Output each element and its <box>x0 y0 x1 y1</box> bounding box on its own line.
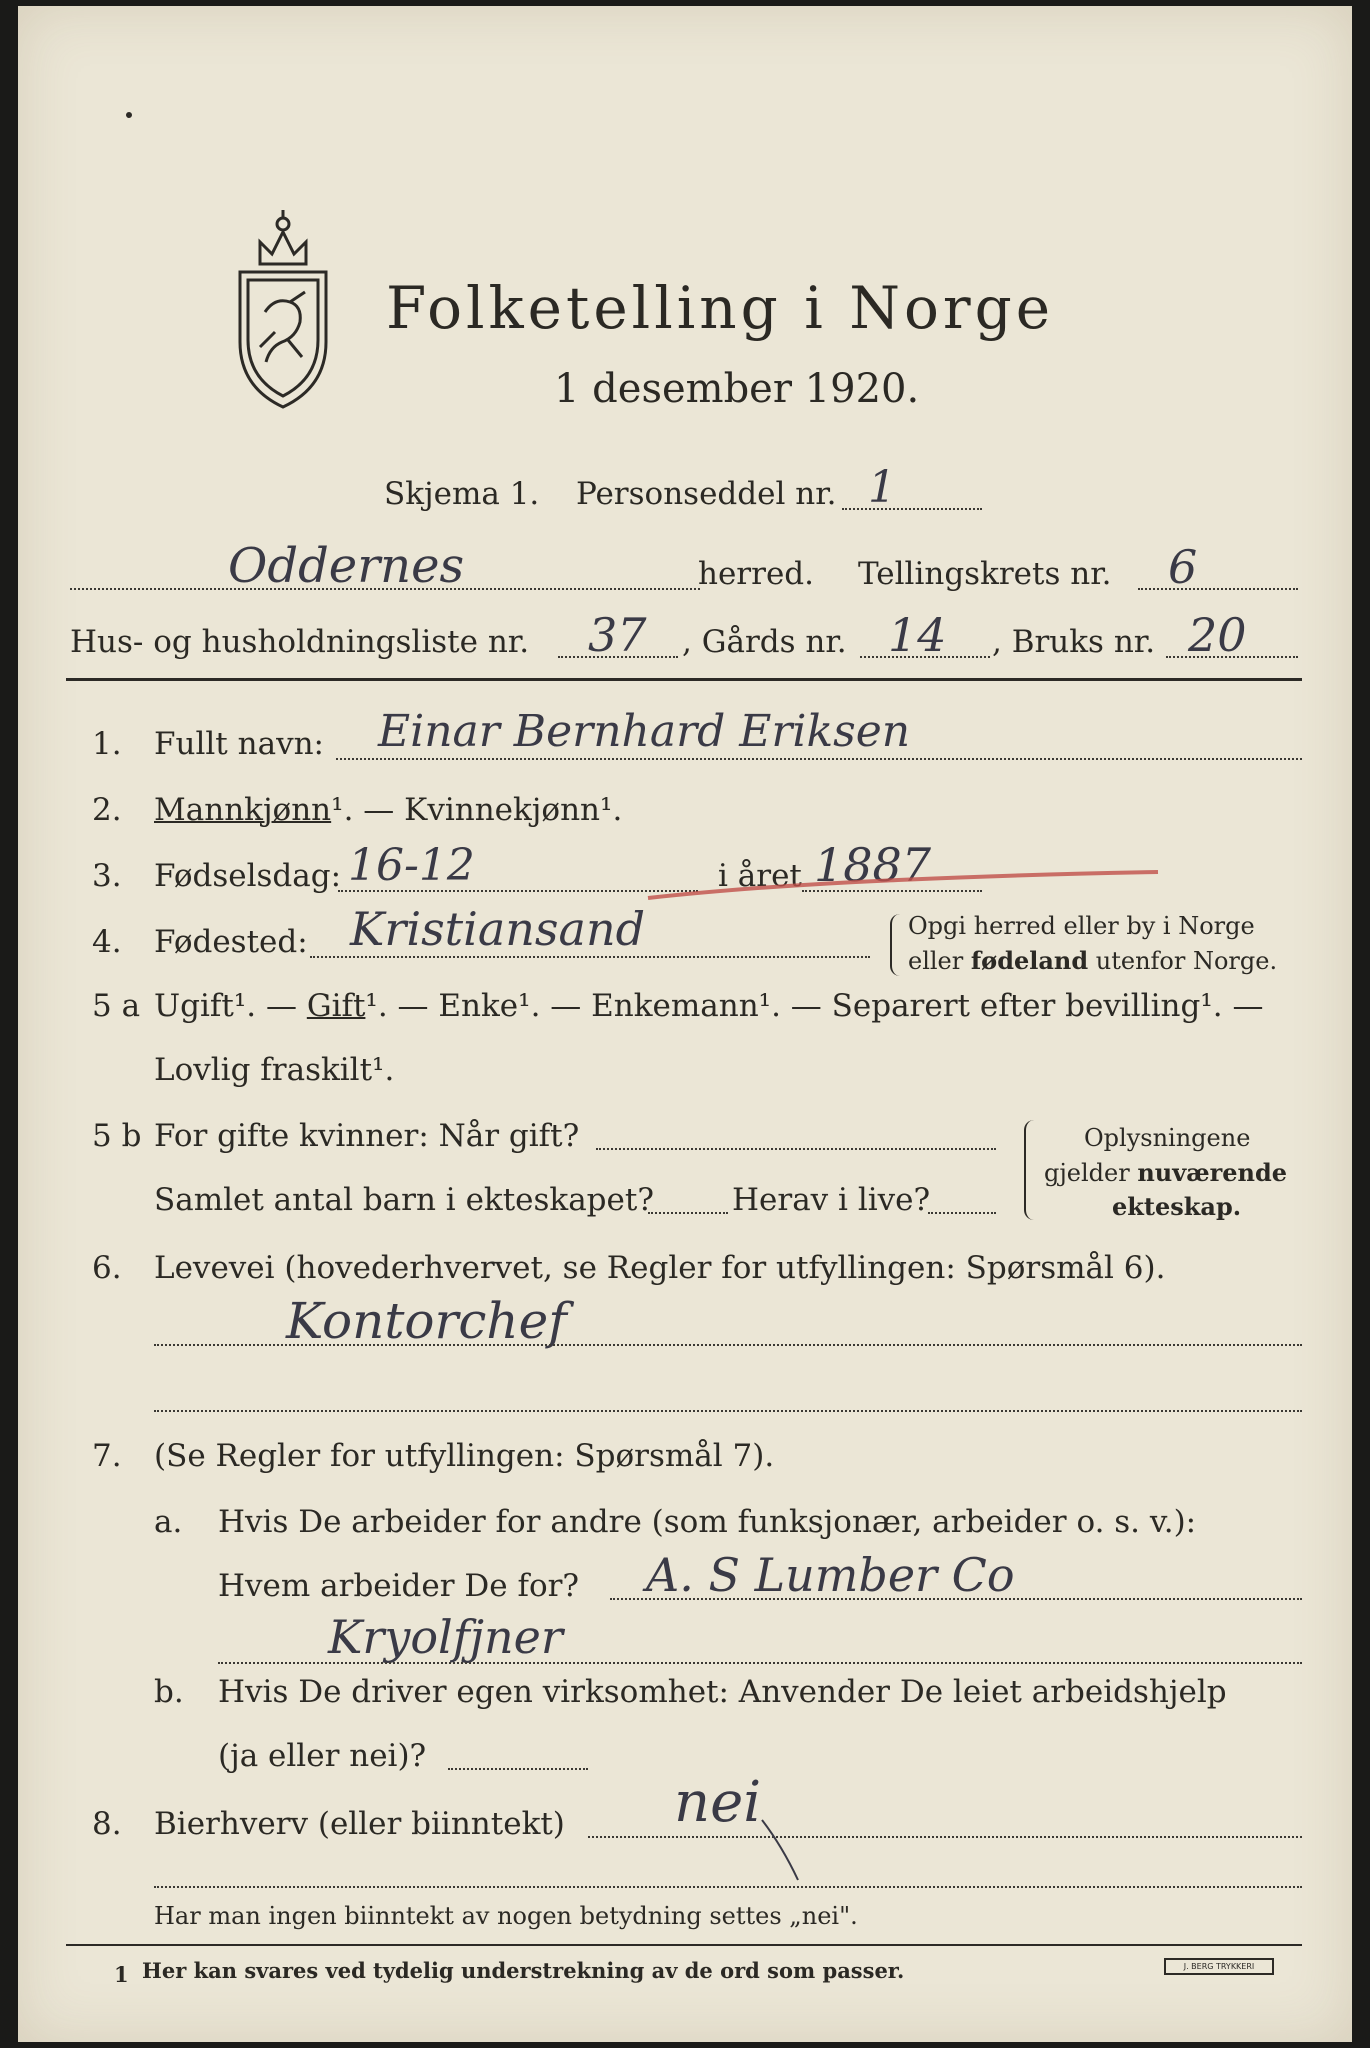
tellingskrets-value: 6 <box>1168 540 1198 594</box>
q5b-note-line1: Oplysningene <box>1084 1124 1251 1152</box>
q5b-children-label: Samlet antal barn i ekteskapet? <box>154 1182 654 1218</box>
q1-number: 1. <box>92 726 122 762</box>
q1-label: Fullt navn: <box>154 726 324 762</box>
no-income-note: Har man ingen biinntekt av nogen betydning settes „nei". <box>154 1902 858 1930</box>
q4-brace <box>890 914 900 976</box>
q5a-number: 5 a <box>92 988 141 1024</box>
printer-stamp: J. BERG TRYKKERI <box>1164 1958 1274 1975</box>
q4-note-line2b: fødeland <box>970 946 1089 975</box>
q7a-letter: a. <box>154 1504 183 1540</box>
skjema-label: Skjema 1. <box>384 476 540 512</box>
q7-label: (Se Regler for utfyllingen: Spørsmål 7). <box>154 1438 775 1474</box>
bruks-value: 20 <box>1188 608 1247 662</box>
q4-label: Fødested: <box>154 924 308 960</box>
q4-number: 4. <box>92 924 122 960</box>
q5b-note-line3: ekteskap. <box>1112 1192 1242 1221</box>
q8-side-income-value: nei <box>674 1770 762 1835</box>
tellingskrets-label: Tellingskrets nr. <box>858 556 1112 592</box>
form-title: Folketelling i Norge <box>386 274 1055 342</box>
q7a-employer-value-line2: Kryolfjner <box>328 1610 563 1664</box>
q3-number: 3. <box>92 858 122 894</box>
q5b-note-line2b: nuværende <box>1137 1158 1288 1187</box>
husliste-label: Hus- og husholdningsliste nr. <box>70 624 530 660</box>
herred-label: herred. <box>698 556 814 592</box>
ink-dot <box>126 112 132 118</box>
gards-label: , Gårds nr. <box>682 624 847 660</box>
ink-stroke-mark <box>758 1816 838 1886</box>
q5a-divorced: Lovlig fraskilt¹. <box>154 1052 395 1088</box>
q3-year-value: 1887 <box>814 838 932 892</box>
q5a-married: Gift <box>306 988 366 1024</box>
q5b-living-label: Herav i live? <box>732 1182 931 1218</box>
q3-year-label: i året <box>718 858 802 894</box>
q1-full-name-value: Einar Bernhard Eriksen <box>378 706 911 757</box>
q4-note-line2c: utenfor Norge. <box>1088 947 1278 975</box>
q2-number: 2. <box>92 792 122 828</box>
gards-value: 14 <box>888 608 947 662</box>
q7b-hired-help-label: (ja eller nei)? <box>218 1738 427 1774</box>
red-pencil-mark <box>638 856 1178 906</box>
q6-occupation-value: Kontorchef <box>286 1292 567 1350</box>
q7a-label: Hvis De arbeider for andre (som funksjonær, arbeider o. s. v.): <box>218 1504 1197 1540</box>
q8-label: Bierhverv (eller biinntekt) <box>154 1806 565 1842</box>
q5b-note-line2a: gjelder <box>1044 1159 1138 1187</box>
q2-separator: ¹. — <box>331 792 405 828</box>
header-divider <box>66 678 1302 681</box>
footer-divider <box>66 1944 1302 1946</box>
q4-note-line2a: eller <box>908 947 971 975</box>
q7a-employer-label: Hvem arbeider De for? <box>218 1568 580 1604</box>
personseddel-value: 1 <box>868 462 896 513</box>
q7b-label: Hvis De driver egen virksomhet: Anvender De leiet arbeidshjelp <box>218 1674 1227 1710</box>
q7a-employer-value: A. S Lumber Co <box>646 1548 1015 1602</box>
footnote-text: Her kan svares ved tydelig understrekning av de ord som passer. <box>142 1958 905 1983</box>
q4-note-line1: Opgi herred eller by i Norge <box>908 912 1255 940</box>
q3-birthdate-value: 16-12 <box>348 840 475 891</box>
herred-value: Oddernes <box>228 538 465 594</box>
q8-number: 8. <box>92 1806 122 1842</box>
bruks-label: , Bruks nr. <box>992 624 1156 660</box>
q7-number: 7. <box>92 1438 122 1474</box>
personseddel-label: Personseddel nr. <box>576 476 837 512</box>
q4-birthplace-value: Kristiansand <box>350 902 646 956</box>
q2-male-option: Mannkjønn <box>154 792 332 828</box>
form-date: 1 desember 1920. <box>554 366 920 412</box>
q6-label: Levevei (hovederhvervet, se Regler for utfyllingen: Spørsmål 6). <box>154 1250 1166 1286</box>
q5a-unmarried: Ugift¹. — <box>154 988 307 1024</box>
q2-female-option: Kvinnekjønn¹. <box>404 792 623 828</box>
norwegian-coat-of-arms-icon <box>230 202 336 412</box>
q5b-brace <box>1024 1120 1036 1220</box>
q6-number: 6. <box>92 1250 122 1286</box>
q5a-other-options: ¹. — Enke¹. — Enkemann¹. — Separert efter bevilling¹. — <box>365 988 1264 1024</box>
husliste-value: 37 <box>588 608 647 662</box>
q3-label: Fødselsdag: <box>154 858 342 894</box>
q5b-when-married-label: For gifte kvinner: Når gift? <box>154 1118 580 1154</box>
census-form <box>18 6 1352 2042</box>
q5b-number: 5 b <box>92 1118 142 1154</box>
q7b-letter: b. <box>154 1674 184 1710</box>
footnote-marker: 1 <box>114 1962 129 1987</box>
